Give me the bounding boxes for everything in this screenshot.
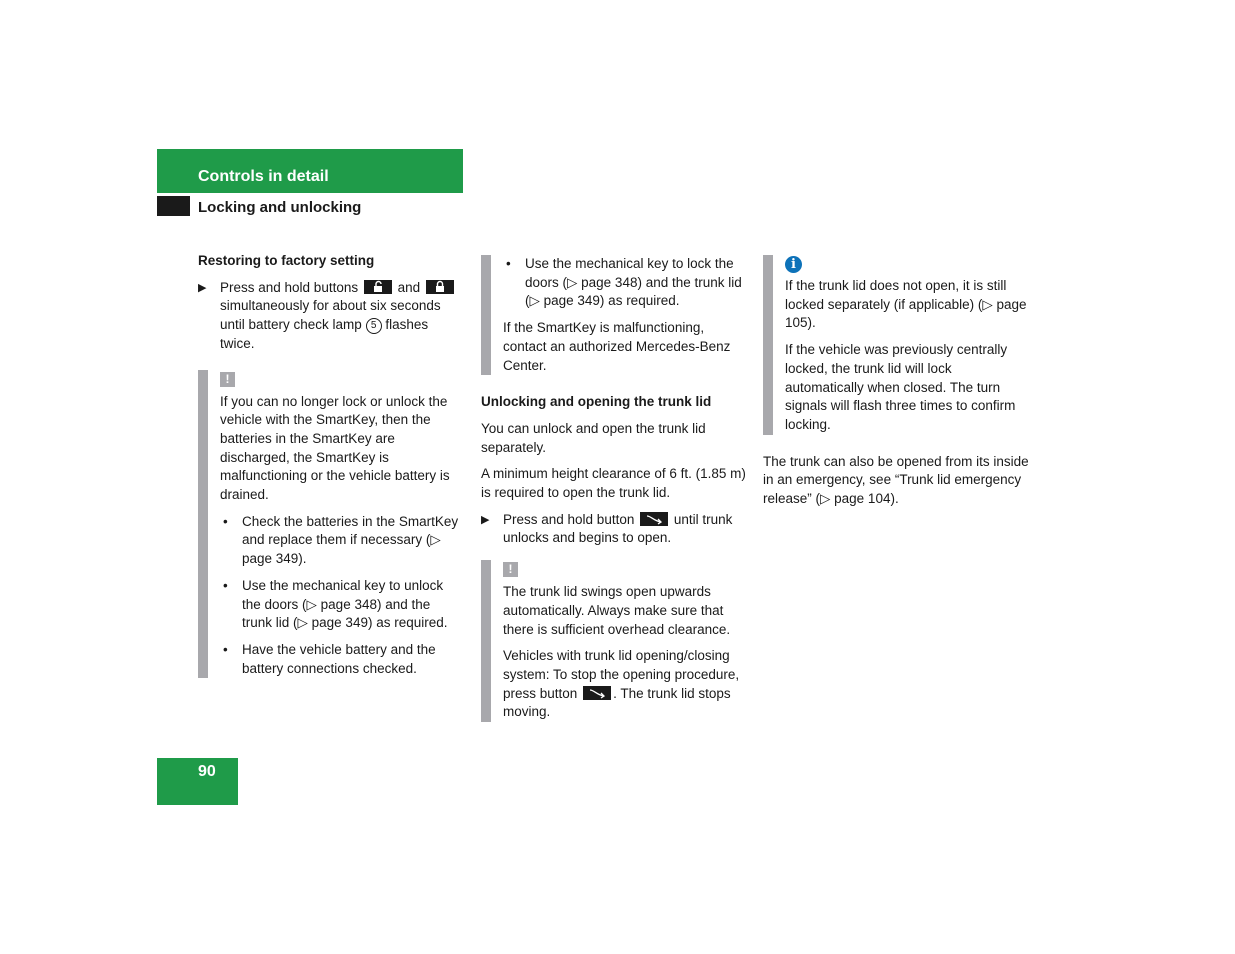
bullet-icon: • (223, 577, 228, 593)
heading-restoring: Restoring to factory setting (198, 253, 375, 268)
column-middle (481, 255, 747, 726)
lock-button-icon (426, 280, 454, 294)
page-number: 90 (198, 763, 216, 780)
paragraph: The trunk can also be opened from its inside in an emergency, see “Trunk lid emergency release” (▷ page 104). (763, 453, 1029, 507)
warning-icon: ! (220, 372, 235, 387)
note-bar (198, 370, 208, 679)
subsection-marker (157, 196, 190, 216)
note-continued (481, 255, 747, 375)
column-right (763, 255, 1031, 517)
bullet-icon: • (506, 256, 511, 271)
section-title: Controls in detail (198, 168, 329, 185)
subsection-title: Locking and unlocking (198, 199, 362, 216)
paragraph: A minimum height clearance of 6 ft. (1.85 m) is required to open the trunk lid. (481, 466, 746, 501)
list-item: • Use the mechanical key to lock the doors (▷ page 348) and the trunk lid (▷ page 349) as required. (506, 256, 742, 309)
note-bar (481, 560, 491, 722)
list-item: • Check the batteries in the SmartKey and replace them if necessary (▷ page 349). (223, 513, 459, 567)
column-left (198, 252, 464, 682)
step-trunk: ▶ Press and hold button until trunk unlocks and begins to open. (481, 511, 733, 546)
unlock-button-icon (364, 280, 392, 294)
warning-icon: ! (503, 562, 518, 577)
warning-text: The trunk lid swings open upwards automatically. Always make sure that there is sufficient overhead clearance. (503, 584, 731, 637)
info-note (763, 255, 1031, 435)
heading-trunk: Unlocking and opening the trunk lid (481, 394, 712, 410)
arrow-icon: ▶ (198, 281, 207, 294)
warning-text-stop: Vehicles with trunk lid opening/closing system: To stop the opening procedure, press button . The trunk lid stops moving. (503, 648, 740, 720)
paragraph: You can unlock and open the trunk lid separately. (481, 420, 706, 455)
note-bar (763, 255, 773, 435)
info-icon: i (785, 256, 802, 273)
warning-text: If you can no longer lock or unlock the vehicle with the SmartKey, then the batteries in the SmartKey are discharged, the SmartKey is malfunctioning or the vehicle battery is drained. (220, 393, 450, 503)
battery-lamp-number: 5 (366, 318, 382, 334)
bullet-icon: • (223, 641, 228, 657)
info-text: If the trunk lid does not open, it is still locked separately (if applicable) (▷ page 105). (785, 278, 1027, 331)
arrow-icon: ▶ (481, 513, 490, 526)
note-text: If the SmartKey is malfunctioning, contact an authorized Mercedes-Benz Center. (503, 320, 731, 373)
trunk-button-icon (583, 686, 611, 700)
step-restore: ▶ Press and hold buttons and simultaneously for about six seconds until battery check lamp 5 flashes twice. (198, 279, 464, 354)
note-bar (481, 255, 491, 375)
list-item: • Have the vehicle battery and the battery connections checked. (223, 641, 436, 676)
list-item: • Use the mechanical key to unlock the doors (▷ page 348) and the trunk lid (▷ page 349) as required. (223, 577, 448, 631)
warning-note-trunk (481, 560, 747, 722)
trunk-button-icon (640, 512, 668, 526)
bullet-icon: • (223, 513, 228, 529)
info-text: If the vehicle was previously centrally locked, the trunk lid will lock automatically when closed. The turn signals will flash three times to confirm locking. (785, 342, 1016, 432)
warning-note-smartkey (198, 370, 464, 679)
